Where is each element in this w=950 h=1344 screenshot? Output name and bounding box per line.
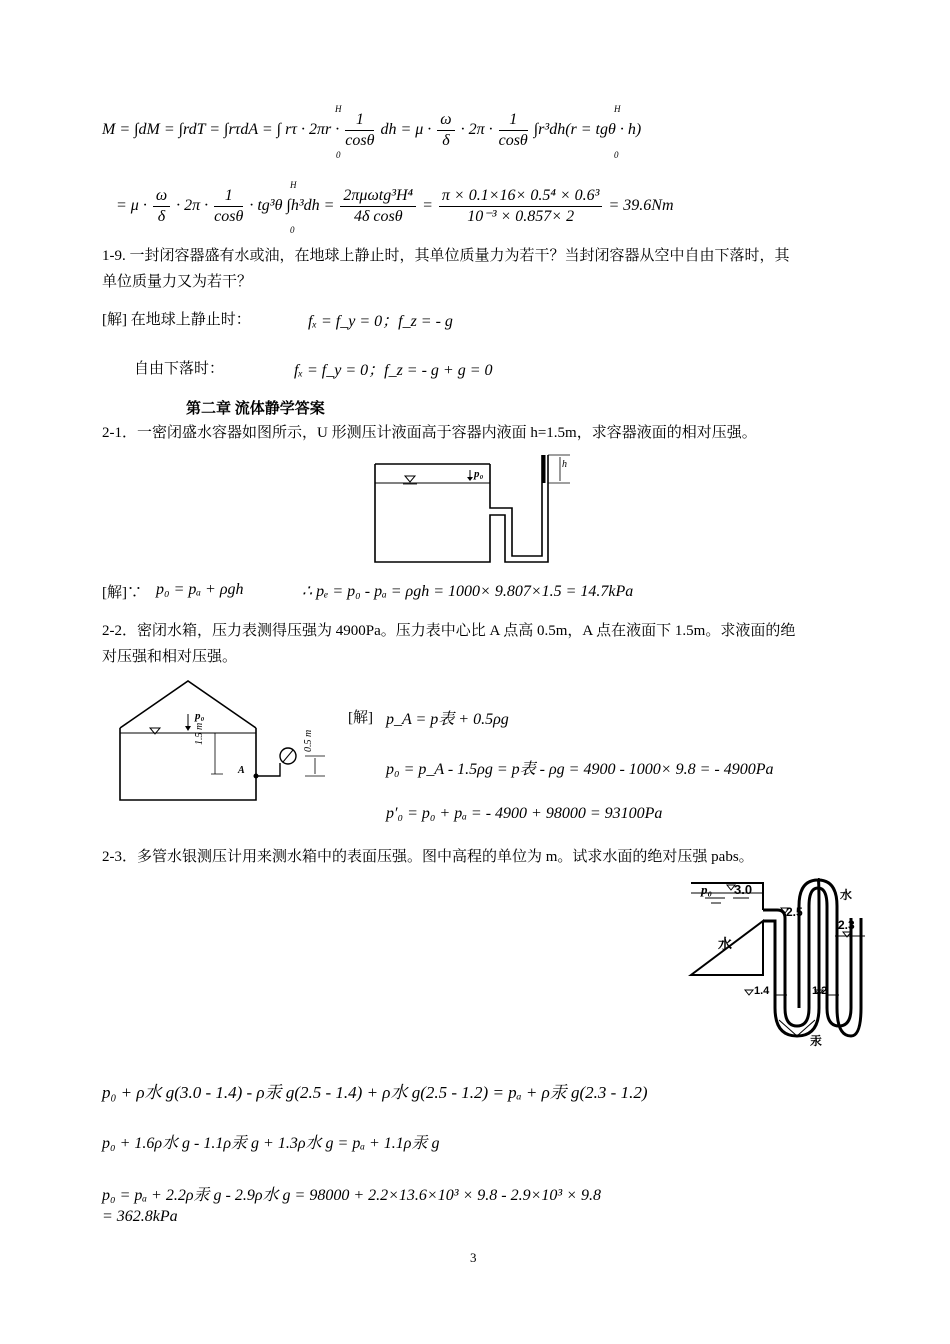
chapter-title: 第二章 流体静学答案 bbox=[186, 401, 325, 417]
question-2-2-line1: 2-2．密闭水箱，压力表测得压强为 4900Pa。压力表中心比 A 点高 0.5m，A 点在液面下 1.5m。求液面的绝 bbox=[102, 623, 796, 639]
page-number: 3 bbox=[470, 1250, 477, 1265]
solution-2-1-eq2: ∴ pₑ = p₀ - pₐ = ρgh = 1000× 9.807×1.5 = 14.7kPa bbox=[302, 583, 634, 600]
solution-1-9-label: [解] 在地球上静止时： bbox=[102, 312, 251, 328]
eq-m1-upper-limit-a: H bbox=[335, 104, 342, 114]
eq-m1-mid1: rτ · 2πr · bbox=[285, 121, 340, 139]
figure-2-1-h-label: h bbox=[562, 459, 567, 470]
eq-m1-mid2: dh = μ · bbox=[380, 121, 432, 139]
figure-2-3-3.0-label: 3.0 bbox=[734, 882, 753, 897]
eq-m2-b: · 2π · bbox=[176, 197, 209, 215]
eq-m2-frac3: $\frac{\text{2πμωtg³H⁴}}{\text{4δ cosθ}}$ bbox=[340, 186, 416, 227]
figure-2-1-p0-label: p₀ bbox=[474, 468, 484, 480]
eq-m2-frac4: $\frac{\text{π × 0.1×16× 0.5⁴ × 0.6³}}{\text{10⁻³ × 0.857× 2}}$ bbox=[439, 186, 603, 227]
eq-m2-frac1: $\frac{\omega}{\delta}$ bbox=[153, 186, 170, 227]
question-1-9-line2: 单位质量力又为若干？ bbox=[102, 274, 253, 290]
eq-m2-a: = μ · bbox=[116, 197, 147, 215]
solution-2-3-eq2: p₀ + 1.6ρ水 g - 1.1ρ汞 g + 1.3ρ水 g = pₐ + 1.1ρ汞 g bbox=[102, 1135, 440, 1152]
eq-m2-lower-limit: 0 bbox=[290, 225, 295, 235]
figure-2-3-2.5-label: 2.5 bbox=[786, 905, 803, 919]
solution-2-3-eq1: p₀ + ρ水 g(3.0 - 1.4) - ρ汞 g(2.5 - 1.4) + ρ水 g(2.5 - 1.2) = pₐ + ρ汞 g(2.3 - 1.2) bbox=[102, 1083, 648, 1102]
eq-m1-lower-limit-b: 0 bbox=[614, 150, 619, 160]
eq-m2-upper-limit: H bbox=[290, 180, 297, 190]
solution-2-3-eq4: = 362.8kPa bbox=[102, 1208, 178, 1225]
eq-m1-left: M = ∫dM = ∫rdT = ∫rτdA = ∫ bbox=[102, 121, 282, 139]
question-2-3: 2-3．多管水银测压计用来测水箱中的表面压强。图中高程的单位为 m。试求水面的绝对压强 pabs。 bbox=[102, 849, 754, 865]
solution-2-3-eq3: p₀ = pₐ + 2.2ρ汞 g - 2.9ρ水 g = 98000 + 2.2×13.6×10³ × 9.8 - 2.9×10³ × 9.8 bbox=[102, 1187, 602, 1204]
figure-2-3 bbox=[685, 878, 880, 1048]
solution-2-2-eq1: p_A = p表 + 0.5ρg bbox=[386, 711, 509, 728]
figure-2-2-A-label: A bbox=[238, 765, 245, 776]
figure-2-2-p0-label: p₀ bbox=[195, 710, 205, 722]
question-2-2-line2: 对压强和相对压强。 bbox=[102, 649, 238, 665]
figure-2-2-1.5m-label: 1.5 m bbox=[194, 722, 205, 745]
equation-moment-line2 bbox=[116, 186, 674, 227]
solution-1-9-eq1: fₓ = f_y = 0；f_z = - g bbox=[308, 313, 453, 330]
eq-m1-mid3: · 2π · bbox=[460, 121, 493, 139]
equation-moment-line1 bbox=[102, 110, 641, 151]
solution-2-2-eq2: p₀ = p_A - 1.5ρg = p表 - ρg = 4900 - 1000× 9.8 = - 4900Pa bbox=[386, 761, 774, 778]
figure-2-3-water-box-label: 水 bbox=[718, 938, 732, 953]
solution-1-9-fall-label: 自由下落时： bbox=[134, 361, 225, 377]
figure-2-2-0.5m-label: 0.5 m bbox=[303, 729, 314, 752]
eq-m2-frac2: $\frac{1}{\cos\theta}$ bbox=[214, 187, 244, 225]
solution-2-2-eq3: p′₀ = p₀ + pₐ = - 4900 + 98000 = 93100Pa bbox=[386, 805, 663, 822]
figure-2-3-1.2-label: 1.2 bbox=[812, 985, 828, 997]
eq-m2-d: = bbox=[422, 197, 433, 215]
figure-2-3-2.3-label: 2.3 bbox=[838, 918, 855, 932]
eq-m2-c: · tg³θ ∫h³dh = bbox=[249, 197, 335, 215]
solution-1-9-eq2: fₓ = f_y = 0；f_z = - g + g = 0 bbox=[294, 362, 493, 379]
solution-2-1-eq1: p₀ = pₐ + ρgh bbox=[156, 581, 244, 598]
figure-2-1 bbox=[370, 450, 570, 565]
figure-2-3-1.4-label: 1.4 bbox=[754, 985, 770, 997]
solution-2-2-label: [解] bbox=[348, 710, 373, 726]
question-1-9-line1: 1-9. 一封闭容器盛有水或油，在地球上静止时，其单位质量力为若干？当封闭容器从空中自由下落时，其 bbox=[102, 248, 790, 264]
figure-2-3-mercury-label: 汞 bbox=[810, 1034, 823, 1048]
eq-m1-frac1: $\frac{1}{\cos\theta}$ bbox=[345, 111, 375, 149]
eq-m1-upper-limit-b: H bbox=[614, 104, 621, 114]
solution-2-1-label: [解]∵ bbox=[102, 585, 142, 601]
eq-m1-frac3: $\frac{1}{\cos\theta}$ bbox=[498, 111, 528, 149]
eq-m2-result: = 39.6Nm bbox=[608, 197, 674, 215]
figure-2-3-water-tube-label: 水 bbox=[840, 888, 853, 902]
eq-m1-lower-limit-a: 0 bbox=[336, 150, 341, 160]
eq-m1-mid4: ∫r³dh(r = tgθ · h) bbox=[533, 121, 642, 139]
eq-m1-frac2: $\frac{\omega}{\delta}$ bbox=[437, 110, 454, 151]
figure-2-3-p0-label: p₀ bbox=[701, 882, 713, 897]
question-2-1: 2-1．一密闭盛水容器如图所示，U 形测压计液面高于容器内液面 h=1.5m，求容器液面的相对压强。 bbox=[102, 425, 757, 441]
